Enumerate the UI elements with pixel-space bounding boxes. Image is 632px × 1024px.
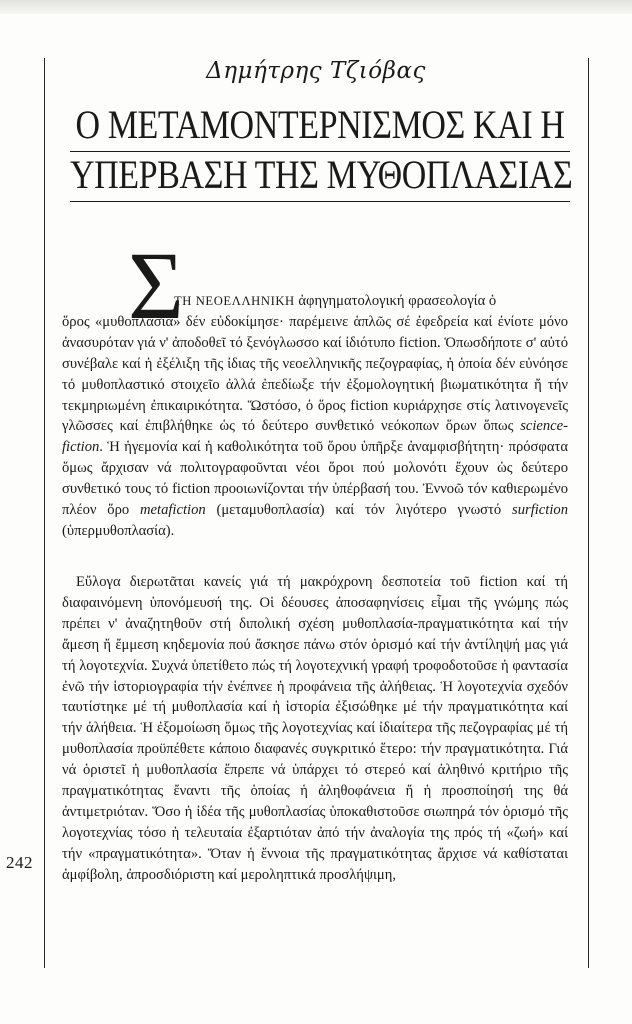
right-margin-rule: [588, 58, 589, 968]
title-underline-2: [70, 201, 570, 202]
term-surfiction: surfiction: [512, 502, 568, 519]
article-title-line-2: ΥΠΕΡΒΑΣΗ ΤΗΣ ΜΥΘΟΠΛΑΣΙΑΣ: [70, 154, 573, 198]
term-science-fiction: science-fiction: [62, 418, 568, 456]
left-margin-rule: [44, 58, 45, 968]
title-underline-1: [70, 151, 570, 152]
article-author: Δημήτρης Τζιόβας: [206, 58, 426, 84]
scan-edge-shadow: [0, 0, 632, 14]
paragraph-1-lead-text: ἀφηγηματολογική φρασεολογία ὁ: [294, 293, 497, 309]
term-metafiction: metafiction: [140, 502, 206, 519]
paragraph-1-text-a: ὅρος «μυθοπλασία» δέν εὐδοκίμησε· παρέμεινε ἁπλῶς σέ ἐφεδρεία καί ἐνίοτε μόνο ἀνασυρόταν γιά ν' ἀποδοθεῖ τό ξενόγλωσσο καί ἰδιότυπο fiction. Ὁπωσδήποτε σ' αὐτό συνέβαλε καί ἡ ἐξέλιξη τῆς ἰδιας τῆς νεοελληνικῆς πεζογραφίας, ἡ ὁποία δέν εὐνόησε τό μυθοπλαστικό στοιχεῖο ἀλλά ἐπεδίωξε τήν ἐξομολογητική βιωματικότητα ἤ τήν τεκμηριωμένη ἐπικαιρικότητα. Ὥστόσο, ὁ ὅρος fiction κυριάρχησε στίς λατινογενεῖς γλῶσσες καί ἐπιβλήθηκε ὡς τό δεύτερο συνθετικό νεόκοπων ὅρων ὅπως: [62, 313, 568, 435]
article-title-line-1: Ο ΜΕΤΑΜΟΝΤΕΡΝΙΣΜΟΣ ΚΑΙ Η: [75, 104, 565, 148]
paragraph-1-lead: [62, 291, 568, 312]
paragraph-2: Εὔλογα διερωτᾶται κανείς γιά τή μακρόχρονη δεσποτεία τοῦ fiction καί τή διαφαινόμενη ὑπονόμευσή της. Οἱ δέουσες ἀποσαφηνίσεις εἶμαι τῆς γνώμης πώς πρέπει ν' ἀναζητηθοῦν στή διπολική σχέση μυθοπλασία-πραγματικότητα καί τήν ἄμεση ἤ ἔμμεση κηδεμονία πού ἄσκησε πάνω στόν ὁρισμό καί τήν ἀντίληψή μας γιά τή λογοτεχνία. Συχνά ὑπετίθετο πώς τή λογοτεχνική γραφή τροφοδοτοῦσε ἡ φαντασία ἐνῶ τήν ἱστοριογραφία τήν ἐνέπνεε ἡ προφάνεια τῆς ἀλήθειας. Ἡ λογοτεχνία σχεδόν ταυτίστηκε μέ τή μυθοπλασία καί ἡ ἱστορία ἐξισώθηκε μέ τήν πραγματικότητα καί τήν ἀλήθεια. Ἡ ἐξομοίωση ὅμως τῆς λογοτεχνίας καί ἰδιαίτερα τῆς πεζογραφίας μέ τή μυθοπλασία προϋπέθετε κάποιο διαφανές συγκριτικό ἕτερο: τήν πραγματικότητα. Γιά νά ὁριστεῖ ἡ μυθοπλασία ἔπρεπε νά ὑπάρχει τό στερεό καί ἀληθινό κριτήριο τῆς πραγματικότητας ἔναντι τῆς ὁποίας ἡ ἀληθοφάνεια ἤ ἡ προσποίησή της θά ἀντιμετριόταν. Ὅσο ἡ ἰδέα τῆς μυθοπλασίας ὑποκαθιστοῦσε σιωπηρά τόν ὁρισμό τῆς λογοτεχνίας τόσο ἡ τελευταία ἐξαρτιόταν ἀπό τήν ἀναλογία της πρός τή «ζωή» καί τήν «πραγματικότητα». Ὅταν ἡ ἔννοια τῆς πραγματικότητας ἄρχισε νά καθίσταται ἀμφίβολη, ἀπροσδιόριστη καί μεροληπτικά προσλήψιμη,: [62, 574, 568, 883]
paragraph-1-text-c: (μεταμυθοπλασία) καί τόν λιγότερο γνωστό: [205, 502, 513, 519]
paragraph-1-text-d: (ὑπερμυθοπλασία).: [62, 522, 175, 539]
paragraph-1: [62, 291, 568, 542]
paragraph-1-text-b: . Ἡ ἡγεμονία καί ἡ καθολικότητα τοῦ ὅρου ὑπῆρξε ἀναμφισβήτητη· πρόσφατα ὅμως ἄρχισαν νά πολιτογραφοῦνται νέοι ὅροι πού μολονότι ἔχουν ὡς δεύτερο συνθετικό τους τό fiction προοιωνίζονται τήν ὑπέρβασή του. Ἐννοῶ τόν καθιερωμένο πλέον ὅρο: [62, 439, 568, 519]
page-number: 242: [6, 853, 33, 872]
drop-cap-letter: Σ: [128, 232, 184, 339]
opening-words: ΤΗ ΝΕΟΕΛΛΗΝΙΚΗ: [174, 294, 295, 308]
